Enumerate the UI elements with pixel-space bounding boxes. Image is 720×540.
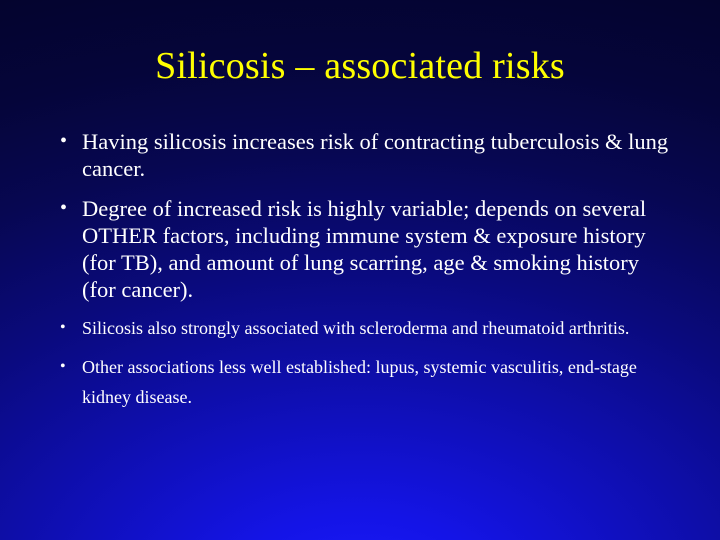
list-item (60, 128, 674, 182)
list-item-text: Other associations less well established: lupus, systemic vasculitis, end-stage kidney disease. (82, 357, 637, 407)
bullet-icon: • (60, 130, 68, 152)
list-item (60, 352, 674, 412)
list-item-text: Degree of increased risk is highly variable; depends on several OTHER factors, including immune system & exposure history (for TB), and amount of lung scarring, age & smoking history (for cancer). (82, 196, 647, 302)
bullet-icon: • (60, 197, 68, 219)
bullet-icon: • (60, 319, 66, 336)
list-item (60, 316, 674, 340)
bullet-icon: • (60, 358, 66, 375)
list-item-text: Having silicosis increases risk of contracting tuberculosis & lung cancer. (82, 129, 669, 181)
page-title: Silicosis – associated risks (155, 45, 565, 87)
list-item (60, 195, 674, 303)
slide-body (60, 128, 674, 422)
list-item-text: Silicosis also strongly associated with scleroderma and rheumatoid arthritis. (82, 318, 630, 338)
